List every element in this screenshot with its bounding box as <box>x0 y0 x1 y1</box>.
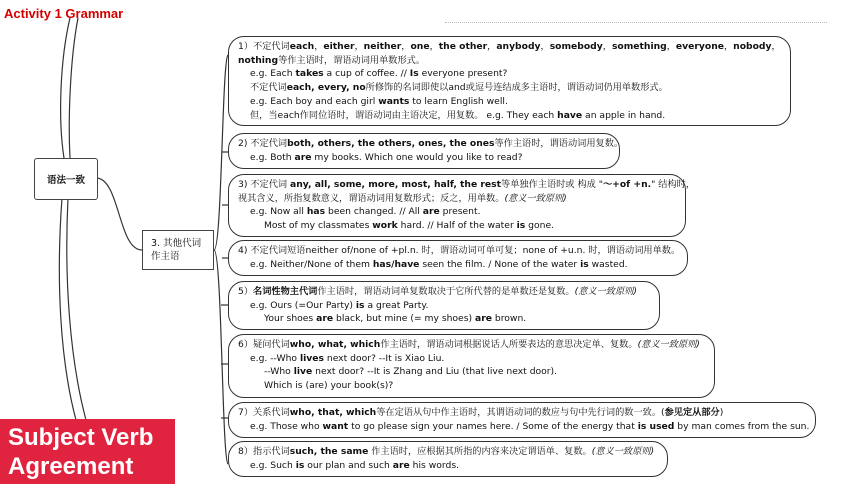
rule-bubble-6 <box>228 334 715 398</box>
subnode-other-pronouns <box>142 230 214 270</box>
connector-top-2 <box>69 18 78 158</box>
rule-line: Which is (are) your book(s)? <box>264 380 394 392</box>
connector-root-sub <box>96 178 142 250</box>
topic-badge <box>0 419 175 484</box>
rule-bubble-1 <box>228 36 791 126</box>
rule-line: e.g. --Who lives next door? --It is Xiao Liu. <box>250 352 445 364</box>
root-node: 语法一致 <box>34 158 98 200</box>
rule-bubble-2 <box>228 133 624 169</box>
rule-line: --Who live next door? --It is Zhang and Liu (that live next door). <box>264 366 558 378</box>
rule-line: 7）关系代词who, that, which等在定语从句中作主语时，其谓语动词的数应与句中先行词的数一致。(参见定从部分) <box>238 407 724 418</box>
rule-line: 但，当each作同位语时，谓语动词由主语决定，用复数。 e.g. They each have an apple in hand. <box>250 109 666 121</box>
rule-line: 8）指示代词such, the same 作主语时，应根据其所指的内容来决定谓语单、复数。(意义一致原则) <box>238 446 655 457</box>
connector-bottom-2 <box>67 198 86 420</box>
connector-trunk-2 <box>214 250 228 464</box>
rule-line: e.g. Each boy and each girl wants to learn English well. <box>250 95 508 107</box>
rule-bubble-4 <box>228 240 688 276</box>
rule-line: e.g. Those who want to go please sign your names here. / Some of the energy that is used by man comes from the sun. <box>250 420 810 432</box>
subnode-label-line2: 作主语 <box>151 251 180 262</box>
badge-line2: Agreement <box>8 453 134 480</box>
rule-line: e.g. Neither/None of them has/have seen the film. / None of the water is wasted. <box>250 258 628 270</box>
subnode-label-line1: 3. 其他代词 <box>151 238 202 249</box>
rule-line: 视其含义，所指复数意义，谓语动词用复数形式；反之，用单数。(意义一致原则) <box>238 192 567 204</box>
rule-line: e.g. Each takes a cup of coffee. // Is everyone present? <box>250 68 508 80</box>
rule-line: nothing等作主语时，谓语动词用单数形式。 <box>238 54 426 66</box>
rule-line: e.g. Ours (=Our Party) is a great Party. <box>250 299 429 311</box>
connector-bottom <box>59 198 76 420</box>
rule-line: 3) 不定代词 any, all, some, more, most, half, the rest等单独作主语时或 构成 "～+of +n." 结构时， <box>238 179 696 190</box>
rule-line: Your shoes are black, but mine (= my shoes) are brown. <box>264 313 527 325</box>
rule-line: e.g. Now all has been changed. // All are present. <box>250 206 481 218</box>
activity-title: Activity 1 Grammar <box>4 6 124 21</box>
rule-bubble-5 <box>228 281 660 330</box>
badge-line1: Subject Verb <box>8 424 154 451</box>
rule-line: 4) 不定代词短语neither of/none of +pl.n. 时，谓语动词可单可复；none of +u.n. 时，谓语动词用单数。 <box>238 245 681 256</box>
rule-line: 5）名词性物主代词作主语时，谓语动词单复数取决于它所代替的是单数还是复数。(意义一致原则) <box>238 286 637 297</box>
connector-top <box>61 18 70 158</box>
rule-bubble-7 <box>228 402 816 438</box>
rule-bubble-8 <box>228 441 668 477</box>
rule-line: Most of my classmates work hard. // Half of the water is gone. <box>264 220 555 232</box>
rule-bubble-3 <box>228 174 696 237</box>
rule-line: 1）不定代词each，either，neither，one，the other，anybody，somebody，something，everyone，nobody， <box>238 41 781 52</box>
rule-line: e.g. Such is our plan and such are his words. <box>250 459 460 471</box>
rule-line: 不定代词each, every, no所修饰的名词即使以and或逗号连结成多主语时，谓语动词仍用单数形式。 <box>250 82 668 94</box>
rule-line: 2) 不定代词both, others, the others, ones, the ones等作主语时，谓语动词用复数。 <box>238 138 624 149</box>
rule-line: 6）疑问代词who, what, which作主语时，谓语动词根据说话人所要表达的意思决定单、复数。(意义一致原则) <box>238 339 700 350</box>
rule-line: e.g. Both are my books. Which one would you like to read? <box>250 151 523 163</box>
